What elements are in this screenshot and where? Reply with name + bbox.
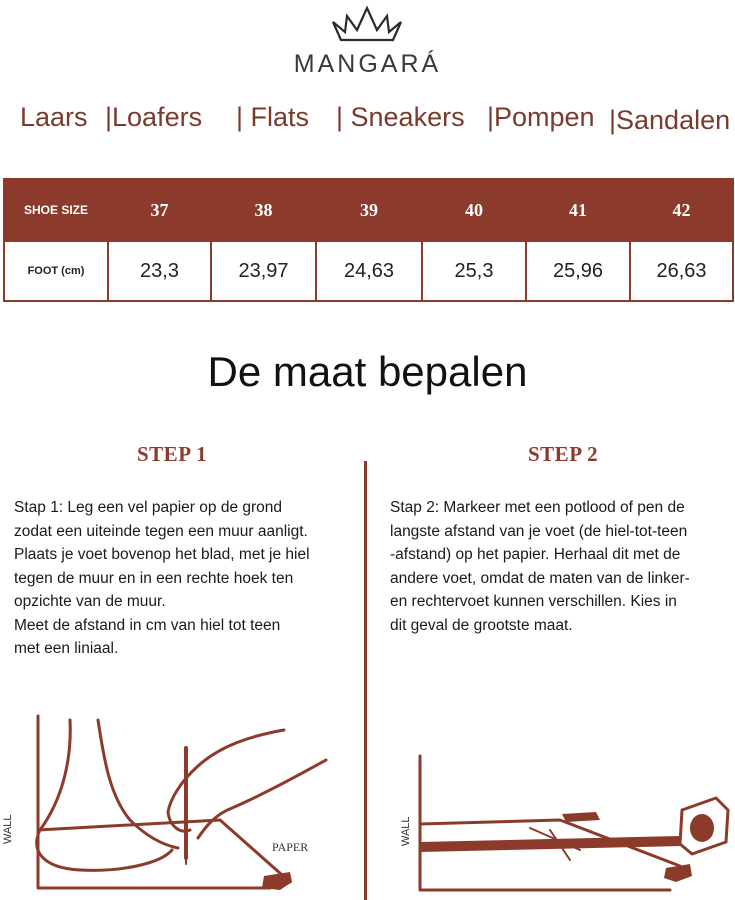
foot-cm-cell: 23,3 [108,241,211,301]
instruction-line: met een liniaal. [14,640,119,657]
size-cell: 40 [422,179,526,241]
shoe-size-label: SHOE SIZE [4,179,108,241]
foot-cm-cell: 25,96 [526,241,630,301]
category-nav [0,102,735,146]
category-link-laars[interactable]: Laars [20,102,88,132]
brand-logo [0,0,735,90]
page-title: De maat bepalen [207,348,528,395]
step-2-heading: STEP 2 [528,442,599,466]
size-cell: 38 [211,179,316,241]
foot-cm-cell: 25,3 [422,241,526,301]
instruction-line: andere voet, omdat de maten van de linker- [390,569,690,587]
paper-label: PAPER [272,840,309,854]
foot-measure-drawing [0,700,364,900]
step-1-heading: STEP 1 [137,442,208,466]
size-cell: 41 [526,179,630,241]
category-link-flats[interactable]: | Flats [236,102,310,132]
instruction-line: -afstand) op het papier. Herhaal dit met de [390,546,681,563]
step-1-illustration [0,700,364,900]
instruction-line: Stap 2: Markeer met een potlood of pen de [390,499,685,516]
crown-icon [331,6,403,42]
foot-cm-cell: 24,63 [316,241,422,301]
size-row [4,179,733,241]
instruction-line: Plaats je voet bovenop het blad, met je hiel [14,546,310,563]
step-2-illustration [370,700,735,900]
size-chart-table [3,178,734,302]
instruction-line: en rechtervoet kunnen verschillen. Kies in [390,593,677,610]
foot-cm-cell: 26,63 [630,241,733,301]
size-cell: 37 [108,179,211,241]
brand-name: MANGARÁ [293,50,442,78]
category-link-sneakers[interactable]: | Sneakers [336,102,465,132]
category-link-loafers[interactable]: |Loafers [105,102,203,132]
size-cell: 39 [316,179,422,241]
wall-label: WALL [400,816,412,846]
size-cell: 42 [630,179,733,241]
foot-cm-label: FOOT (cm) [4,241,108,301]
column-divider [364,461,367,900]
step-2-instructions [390,496,730,637]
instruction-line: Meet de afstand in cm van hiel tot teen [14,616,281,634]
instruction-line: tegen de muur en in een rechte hoek ten [14,569,294,587]
foot-cm-cell: 23,97 [211,241,316,301]
category-link-sandalen[interactable]: |Sandalen [609,105,731,135]
tape-measure-drawing [370,700,735,900]
instruction-line: zodat een uiteinde tegen een muur aanligt. [14,522,308,540]
instruction-line: dit geval de grootste maat. [390,616,573,634]
step-1-instructions [14,496,354,661]
tape-measure-icon [680,798,728,854]
instruction-line: Stap 1: Leg een vel papier op de grond [14,499,283,516]
instruction-line: opzichte van de muur. [14,593,166,610]
wall-label: WALL [2,814,14,844]
instruction-line: langste afstand van je voet (de hiel-tot-teen [390,522,688,540]
category-link-pompen[interactable]: |Pompen [487,102,595,132]
foot-length-row [4,241,733,301]
